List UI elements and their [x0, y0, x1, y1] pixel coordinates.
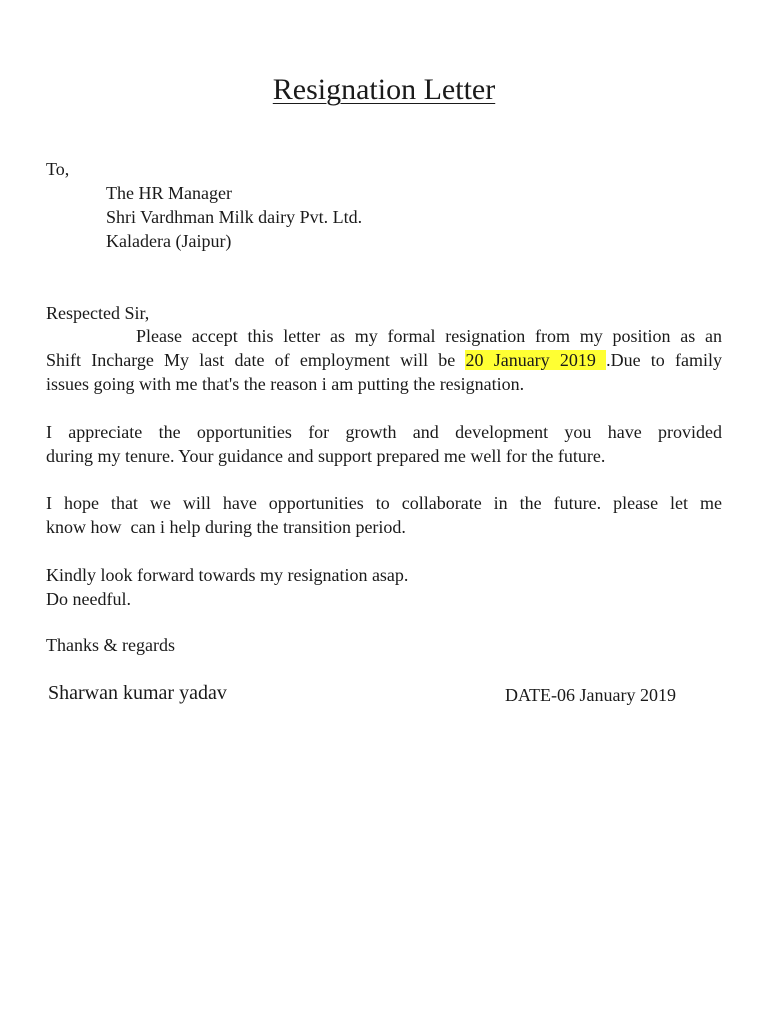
- paragraph-2-line-2: during my tenure. Your guidance and support prepared me well for the future.: [46, 446, 606, 466]
- paragraph-1-line-2-end: .Due to family: [606, 350, 722, 370]
- closing: Thanks & regards: [46, 635, 175, 655]
- paragraph-1-line-1: Please accept this letter as my formal resignation from my position as an: [136, 326, 722, 346]
- salutation-to: To,: [46, 159, 70, 179]
- paragraph-3-line-2: know how can i help during the transition period.: [46, 517, 406, 537]
- paragraph-1-line-2: [46, 348, 722, 372]
- signature-date: DATE-06 January 2019: [505, 685, 676, 705]
- letter-title-text: Resignation Letter: [272, 73, 496, 106]
- paragraph-2-line-1: I appreciate the opportunities for growth and development you have provided: [46, 422, 722, 442]
- highlighted-last-date: 20 January 2019: [465, 350, 607, 370]
- recipient-line-3: Kaladera (Jaipur): [106, 231, 232, 251]
- recipient-line-2: Shri Vardhman Milk dairy Pvt. Ltd.: [106, 207, 363, 227]
- letter-title: [0, 72, 768, 108]
- paragraph-1-line-2-start: Shift Incharge My last date of employment will be: [46, 350, 466, 370]
- paragraph-4-line-2: Do needful.: [46, 589, 131, 609]
- paragraph-4-line-1: Kindly look forward towards my resignation asap.: [46, 565, 409, 585]
- recipient-line-1: The HR Manager: [106, 183, 232, 203]
- greeting: Respected Sir,: [46, 303, 150, 323]
- paragraph-3-line-1: I hope that we will have opportunities to collaborate in the future. please let me: [46, 493, 722, 513]
- signature-name: Sharwan kumar yadav: [48, 682, 227, 704]
- paragraph-1-line-3: issues going with me that's the reason i am putting the resignation.: [46, 374, 525, 394]
